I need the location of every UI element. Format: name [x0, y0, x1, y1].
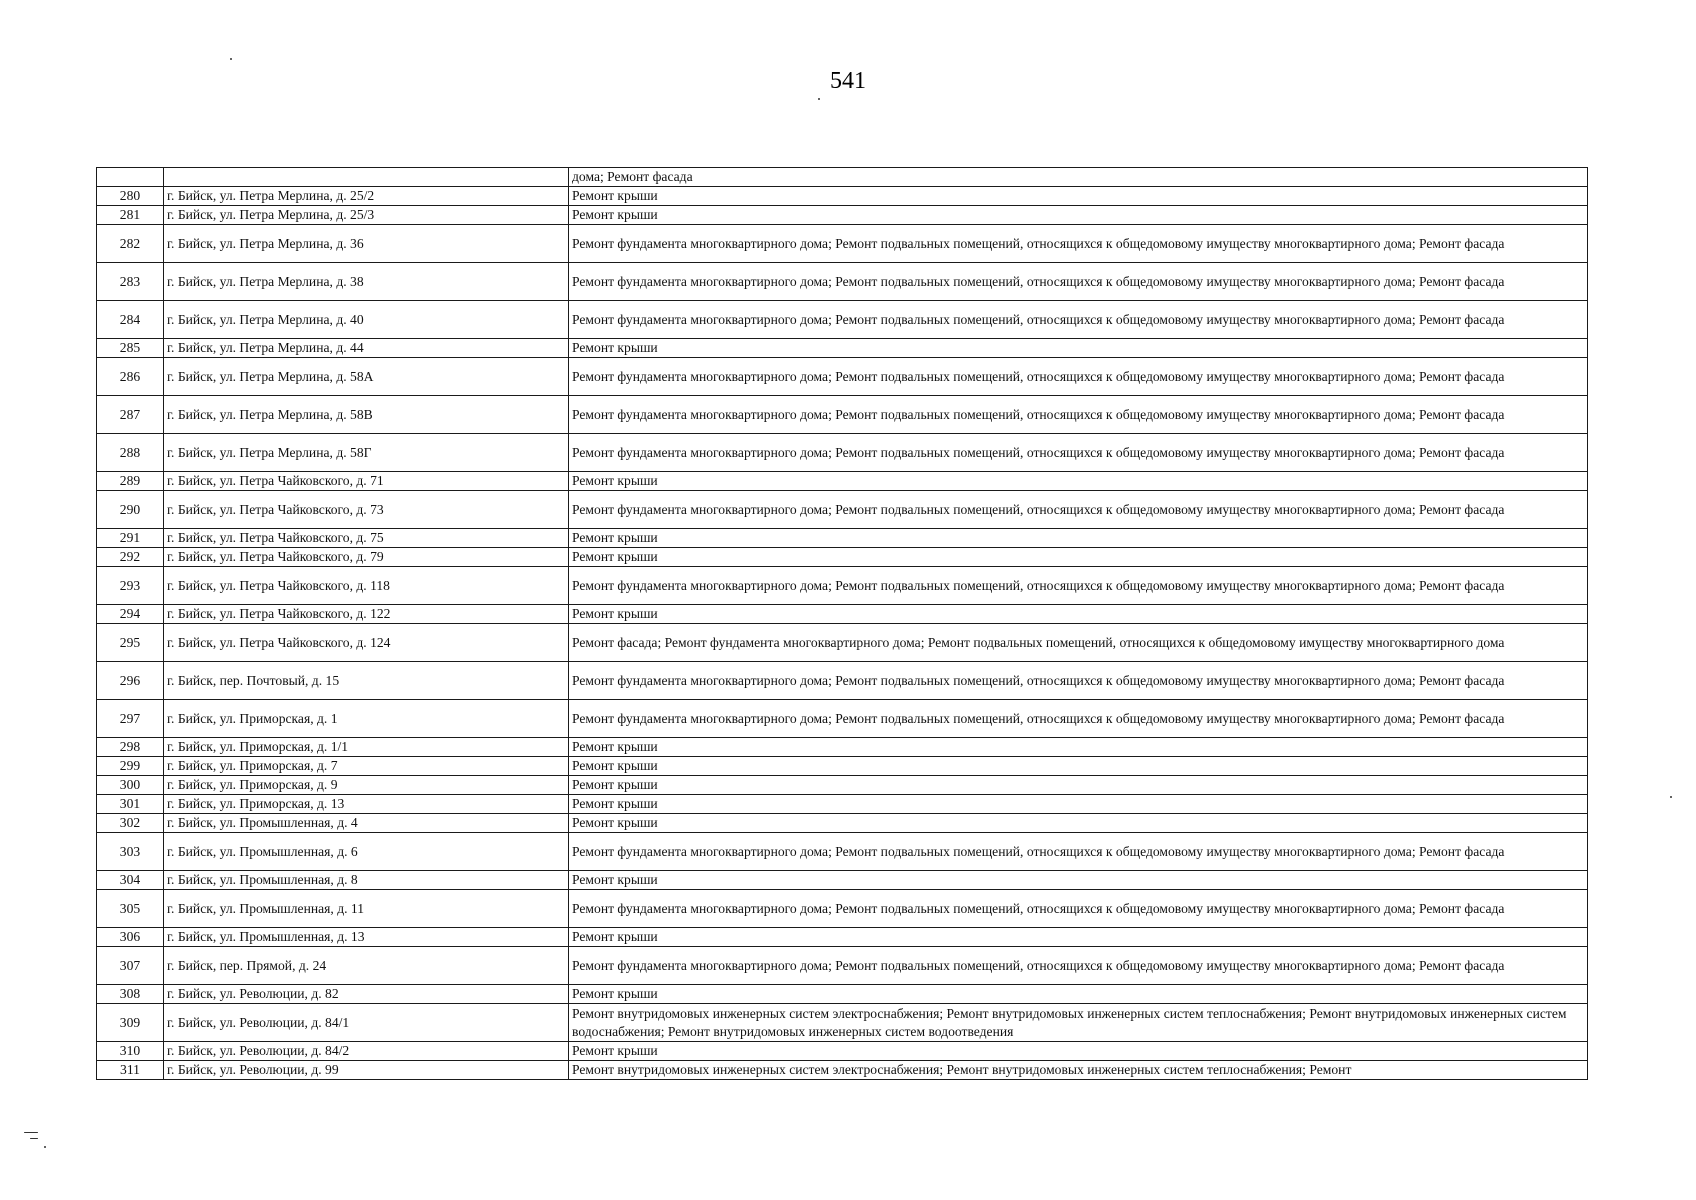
- address-cell: г. Бийск, ул. Приморская, д. 7: [164, 757, 569, 776]
- work-type-cell: Ремонт крыши: [569, 795, 1588, 814]
- address-cell: г. Бийск, ул. Промышленная, д. 4: [164, 814, 569, 833]
- address-cell: г. Бийск, ул. Революции, д. 99: [164, 1061, 569, 1080]
- table-row: [97, 263, 1588, 301]
- work-type-cell: Ремонт крыши: [569, 548, 1588, 567]
- row-number-cell: 280: [97, 187, 164, 206]
- row-number-cell: 288: [97, 434, 164, 472]
- table-row: [97, 738, 1588, 757]
- work-type-cell: Ремонт фундамента многоквартирного дома; Ремонт подвальных помещений, относящихся к общедомовому имуществу многоквартирного дома; Ремонт фасада: [569, 947, 1588, 985]
- work-type-cell: Ремонт крыши: [569, 1042, 1588, 1061]
- table-row: [97, 206, 1588, 225]
- address-cell: г. Бийск, ул. Приморская, д. 1: [164, 700, 569, 738]
- table-row: [97, 339, 1588, 358]
- work-type-cell: Ремонт крыши: [569, 814, 1588, 833]
- table-row: [97, 985, 1588, 1004]
- row-number-cell: 286: [97, 358, 164, 396]
- work-type-cell: Ремонт фундамента многоквартирного дома; Ремонт подвальных помещений, относящихся к общедомовому имуществу многоквартирного дома; Ремонт фасада: [569, 434, 1588, 472]
- work-type-cell: Ремонт крыши: [569, 985, 1588, 1004]
- table-row: [97, 928, 1588, 947]
- work-type-cell: Ремонт фундамента многоквартирного дома; Ремонт подвальных помещений, относящихся к общедомовому имуществу многоквартирного дома; Ремонт фасада: [569, 833, 1588, 871]
- address-cell: г. Бийск, ул. Петра Мерлина, д. 58Г: [164, 434, 569, 472]
- address-cell: г. Бийск, ул. Петра Мерлина, д. 40: [164, 301, 569, 339]
- row-number-cell: 303: [97, 833, 164, 871]
- table-row: [97, 1004, 1588, 1042]
- address-cell: г. Бийск, ул. Петра Мерлина, д. 36: [164, 225, 569, 263]
- row-number-cell: 307: [97, 947, 164, 985]
- work-type-cell: Ремонт крыши: [569, 757, 1588, 776]
- address-cell: г. Бийск, ул. Революции, д. 84/1: [164, 1004, 569, 1042]
- address-cell: г. Бийск, ул. Революции, д. 84/2: [164, 1042, 569, 1061]
- row-number-cell: 285: [97, 339, 164, 358]
- work-type-cell: Ремонт крыши: [569, 871, 1588, 890]
- row-number-cell: 302: [97, 814, 164, 833]
- scan-speck: [30, 1138, 38, 1139]
- registry-body: [97, 168, 1588, 1080]
- table-row: [97, 396, 1588, 434]
- address-cell: г. Бийск, ул. Промышленная, д. 11: [164, 890, 569, 928]
- row-number-cell: 304: [97, 871, 164, 890]
- work-type-cell: Ремонт крыши: [569, 187, 1588, 206]
- row-number-cell: 291: [97, 529, 164, 548]
- scan-speck: [24, 1132, 38, 1133]
- row-number-cell: 308: [97, 985, 164, 1004]
- table-row: [97, 947, 1588, 985]
- scan-speck: [818, 98, 820, 100]
- work-type-cell: Ремонт внутридомовых инженерных систем электроснабжения; Ремонт внутридомовых инженерных систем теплоснабжения; Ремонт: [569, 1061, 1588, 1080]
- row-number-cell: 283: [97, 263, 164, 301]
- work-type-cell: Ремонт крыши: [569, 206, 1588, 225]
- row-number-cell: 299: [97, 757, 164, 776]
- work-type-cell: Ремонт фундамента многоквартирного дома; Ремонт подвальных помещений, относящихся к общедомовому имуществу многоквартирного дома; Ремонт фасада: [569, 396, 1588, 434]
- address-cell: г. Бийск, ул. Петра Чайковского, д. 75: [164, 529, 569, 548]
- table-row: [97, 301, 1588, 339]
- address-cell: г. Бийск, пер. Прямой, д. 24: [164, 947, 569, 985]
- table-row: [97, 434, 1588, 472]
- row-number-cell: 305: [97, 890, 164, 928]
- work-type-cell: Ремонт фундамента многоквартирного дома; Ремонт подвальных помещений, относящихся к общедомовому имуществу многоквартирного дома; Ремонт фасада: [569, 567, 1588, 605]
- table-row: [97, 605, 1588, 624]
- address-cell: г. Бийск, ул. Петра Мерлина, д. 25/3: [164, 206, 569, 225]
- row-number-cell: 281: [97, 206, 164, 225]
- address-cell: г. Бийск, ул. Петра Мерлина, д. 58А: [164, 358, 569, 396]
- address-cell: г. Бийск, ул. Промышленная, д. 13: [164, 928, 569, 947]
- address-cell: [164, 168, 569, 187]
- row-number-cell: [97, 168, 164, 187]
- row-number-cell: 292: [97, 548, 164, 567]
- row-number-cell: 290: [97, 491, 164, 529]
- row-number-cell: 296: [97, 662, 164, 700]
- address-cell: г. Бийск, ул. Петра Чайковского, д. 79: [164, 548, 569, 567]
- row-number-cell: 310: [97, 1042, 164, 1061]
- address-cell: г. Бийск, ул. Петра Мерлина, д. 38: [164, 263, 569, 301]
- page-number: 541: [830, 68, 866, 94]
- address-cell: г. Бийск, ул. Приморская, д. 13: [164, 795, 569, 814]
- table-row: [97, 529, 1588, 548]
- work-type-cell: Ремонт фундамента многоквартирного дома; Ремонт подвальных помещений, относящихся к общедомовому имуществу многоквартирного дома; Ремонт фасада: [569, 890, 1588, 928]
- row-number-cell: 297: [97, 700, 164, 738]
- work-type-cell: Ремонт крыши: [569, 738, 1588, 757]
- table-row: [97, 358, 1588, 396]
- table-row: [97, 187, 1588, 206]
- work-type-cell: Ремонт фундамента многоквартирного дома; Ремонт подвальных помещений, относящихся к общедомовому имуществу многоквартирного дома; Ремонт фасада: [569, 225, 1588, 263]
- work-type-cell: Ремонт фундамента многоквартирного дома; Ремонт подвальных помещений, относящихся к общедомовому имуществу многоквартирного дома; Ремонт фасада: [569, 263, 1588, 301]
- address-cell: г. Бийск, ул. Петра Мерлина, д. 58В: [164, 396, 569, 434]
- table-row: [97, 567, 1588, 605]
- row-number-cell: 295: [97, 624, 164, 662]
- table-row: [97, 1042, 1588, 1061]
- table-row: [97, 795, 1588, 814]
- row-number-cell: 311: [97, 1061, 164, 1080]
- table-row: [97, 776, 1588, 795]
- table-row: [97, 225, 1588, 263]
- table-row: [97, 871, 1588, 890]
- work-type-cell: Ремонт фундамента многоквартирного дома; Ремонт подвальных помещений, относящихся к общедомовому имуществу многоквартирного дома; Ремонт фасада: [569, 662, 1588, 700]
- address-cell: г. Бийск, ул. Петра Чайковского, д. 73: [164, 491, 569, 529]
- work-type-cell: Ремонт фасада; Ремонт фундамента многоквартирного дома; Ремонт подвальных помещений, относящихся к общедомовому имуществу многоквартирного дома: [569, 624, 1588, 662]
- work-type-cell: Ремонт крыши: [569, 928, 1588, 947]
- row-number-cell: 294: [97, 605, 164, 624]
- work-type-cell: Ремонт крыши: [569, 605, 1588, 624]
- work-type-cell: Ремонт крыши: [569, 529, 1588, 548]
- scan-speck: [1670, 796, 1672, 798]
- address-cell: г. Бийск, пер. Почтовый, д. 15: [164, 662, 569, 700]
- address-cell: г. Бийск, ул. Петра Чайковского, д. 122: [164, 605, 569, 624]
- address-cell: г. Бийск, ул. Промышленная, д. 8: [164, 871, 569, 890]
- address-cell: г. Бийск, ул. Приморская, д. 9: [164, 776, 569, 795]
- row-number-cell: 287: [97, 396, 164, 434]
- work-type-cell: дома; Ремонт фасада: [569, 168, 1588, 187]
- address-cell: г. Бийск, ул. Петра Мерлина, д. 25/2: [164, 187, 569, 206]
- table-row: [97, 814, 1588, 833]
- address-cell: г. Бийск, ул. Петра Чайковского, д. 71: [164, 472, 569, 491]
- table-row: [97, 491, 1588, 529]
- address-cell: г. Бийск, ул. Петра Мерлина, д. 44: [164, 339, 569, 358]
- scan-speck: [44, 1146, 46, 1148]
- table-row: [97, 472, 1588, 491]
- address-cell: г. Бийск, ул. Революции, д. 82: [164, 985, 569, 1004]
- address-cell: г. Бийск, ул. Петра Чайковского, д. 118: [164, 567, 569, 605]
- table-row: [97, 168, 1588, 187]
- row-number-cell: 306: [97, 928, 164, 947]
- work-type-cell: Ремонт фундамента многоквартирного дома; Ремонт подвальных помещений, относящихся к общедомовому имуществу многоквартирного дома; Ремонт фасада: [569, 301, 1588, 339]
- row-number-cell: 284: [97, 301, 164, 339]
- row-number-cell: 282: [97, 225, 164, 263]
- work-type-cell: Ремонт крыши: [569, 776, 1588, 795]
- address-cell: г. Бийск, ул. Промышленная, д. 6: [164, 833, 569, 871]
- row-number-cell: 300: [97, 776, 164, 795]
- repair-registry-table: [96, 167, 1588, 1080]
- table-row: [97, 890, 1588, 928]
- work-type-cell: Ремонт внутридомовых инженерных систем электроснабжения; Ремонт внутридомовых инженерных систем теплоснабжения; Ремонт внутридомовых инженерных систем водоснабжения; Ремонт внутридомовых инженерных систем водоотведения: [569, 1004, 1588, 1042]
- work-type-cell: Ремонт фундамента многоквартирного дома; Ремонт подвальных помещений, относящихся к общедомовому имуществу многоквартирного дома; Ремонт фасада: [569, 358, 1588, 396]
- work-type-cell: Ремонт фундамента многоквартирного дома; Ремонт подвальных помещений, относящихся к общедомовому имуществу многоквартирного дома; Ремонт фасада: [569, 491, 1588, 529]
- address-cell: г. Бийск, ул. Приморская, д. 1/1: [164, 738, 569, 757]
- table-row: [97, 548, 1588, 567]
- table-row: [97, 624, 1588, 662]
- row-number-cell: 298: [97, 738, 164, 757]
- row-number-cell: 301: [97, 795, 164, 814]
- work-type-cell: Ремонт фундамента многоквартирного дома; Ремонт подвальных помещений, относящихся к общедомовому имуществу многоквартирного дома; Ремонт фасада: [569, 700, 1588, 738]
- scan-speck: [230, 58, 232, 60]
- table-row: [97, 700, 1588, 738]
- address-cell: г. Бийск, ул. Петра Чайковского, д. 124: [164, 624, 569, 662]
- table-row: [97, 1061, 1588, 1080]
- work-type-cell: Ремонт крыши: [569, 472, 1588, 491]
- row-number-cell: 309: [97, 1004, 164, 1042]
- row-number-cell: 293: [97, 567, 164, 605]
- work-type-cell: Ремонт крыши: [569, 339, 1588, 358]
- table-row: [97, 833, 1588, 871]
- table-row: [97, 757, 1588, 776]
- row-number-cell: 289: [97, 472, 164, 491]
- table-row: [97, 662, 1588, 700]
